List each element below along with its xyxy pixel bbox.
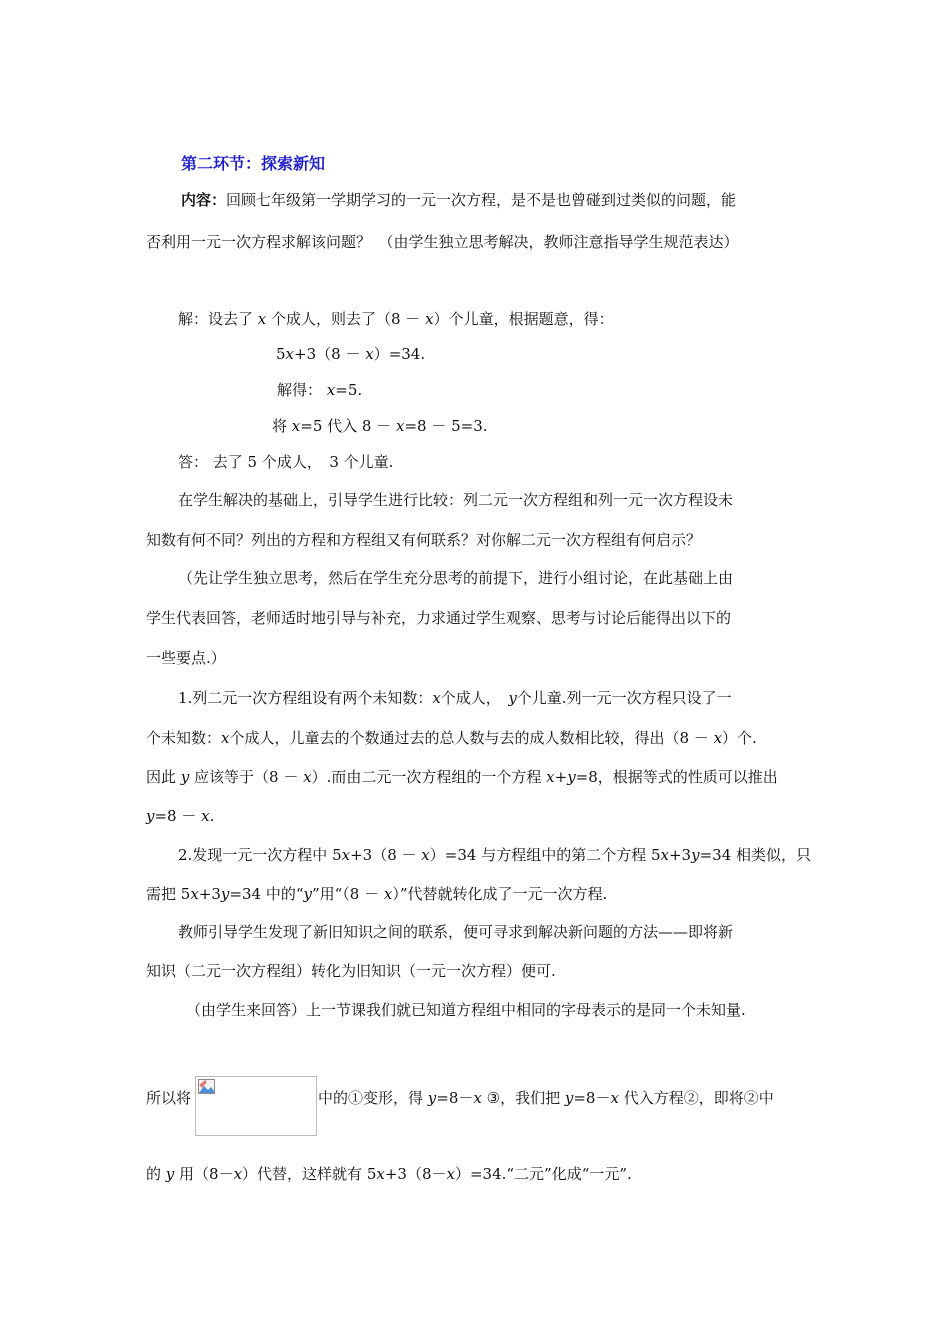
point1-line-1: 1.列二元一次方程组设有两个未知数：x个成人， y个儿童.列一元一次方程只设了一 [178, 689, 732, 707]
broken-image-icon [198, 1079, 215, 1094]
embedded-image-placeholder [195, 1076, 317, 1136]
para3-line-2: 知识（二元一次方程组）转化为旧知识（一元一次方程）便可. [146, 962, 556, 980]
intro-line-1: 内容：回顾七年级第一学期学习的一元一次方程，是不是也曾碰到过类似的问题，能 [181, 191, 737, 209]
equation-3: 将 x=5 代入 8 － x=8 － 5=3. [272, 417, 488, 435]
para2-line-1: （先让学生独立思考，然后在学生充分思考的前提下，进行小组讨论，在此基础上由 [178, 569, 734, 587]
para2-line-2: 学生代表回答，老师适时地引导与补充，力求通过学生观察、思考与讨论后能得出以下的 [146, 609, 732, 627]
intro-label: 内容： [181, 191, 227, 209]
point1-line-4: y=8 － x. [146, 807, 215, 825]
equation-2: 解得： x=5. [277, 381, 363, 399]
para5-line-1: 中的①变形，得 y=8－x ③，我们把 y=8－x 代入方程②，即将②中 [318, 1089, 774, 1107]
para5-prefix: 所以将 [146, 1089, 192, 1107]
section-heading: 第二环节：探索新知 [181, 154, 326, 173]
solution-setup: 解：设去了 x 个成人，则去了（8 － x）个儿童，根据题意，得： [178, 310, 614, 328]
para4: （由学生来回答）上一节课我们就已知道方程组中相同的字母表示的是同一个未知量. [186, 1001, 746, 1019]
answer: 答： 去了 5 个成人， 3 个儿童. [178, 453, 394, 471]
para3-line-1: 教师引导学生发现了新旧知识之间的联系，便可寻求到解决新问题的方法——即将新 [178, 923, 734, 941]
point1-line-3: 因此 y 应该等于（8 － x）.而由二元一次方程组的一个方程 x+y=8，根据等式的性质可以推出 [146, 768, 778, 786]
para1-line-2: 知数有何不同？列出的方程和方程组又有何联系？对你解二元一次方程组有何启示？ [146, 531, 702, 549]
equation-1: 5x+3（8 － x）=34. [276, 345, 426, 363]
point2-line-1: 2.发现一元一次方程中 5x+3（8 － x）=34 与方程组中的第二个方程 5x+3y=34 相类似，只 [178, 846, 812, 864]
point2-line-2: 需把 5x+3y=34 中的“y”用“（8 － x）”代替就转化成了一元一次方程. [146, 885, 608, 903]
intro-line-2: 否利用一元一次方程求解该问题？ （由学生独立思考解决，教师注意指导学生规范表达） [146, 233, 739, 251]
point1-line-2: 个未知数：x个成人，儿童去的个数通过去的总人数与去的成人数相比较，得出（8 － x）个. [146, 729, 757, 747]
para2-line-3: 一些要点.） [146, 649, 226, 667]
para5-line-2: 的 y 用（8－x）代替，这样就有 5x+3（8－x）=34.“二元”化成“一元”. [146, 1165, 632, 1183]
para1-line-1: 在学生解决的基础上，引导学生进行比较：列二元一次方程组和列一元一次方程设未 [178, 491, 734, 509]
